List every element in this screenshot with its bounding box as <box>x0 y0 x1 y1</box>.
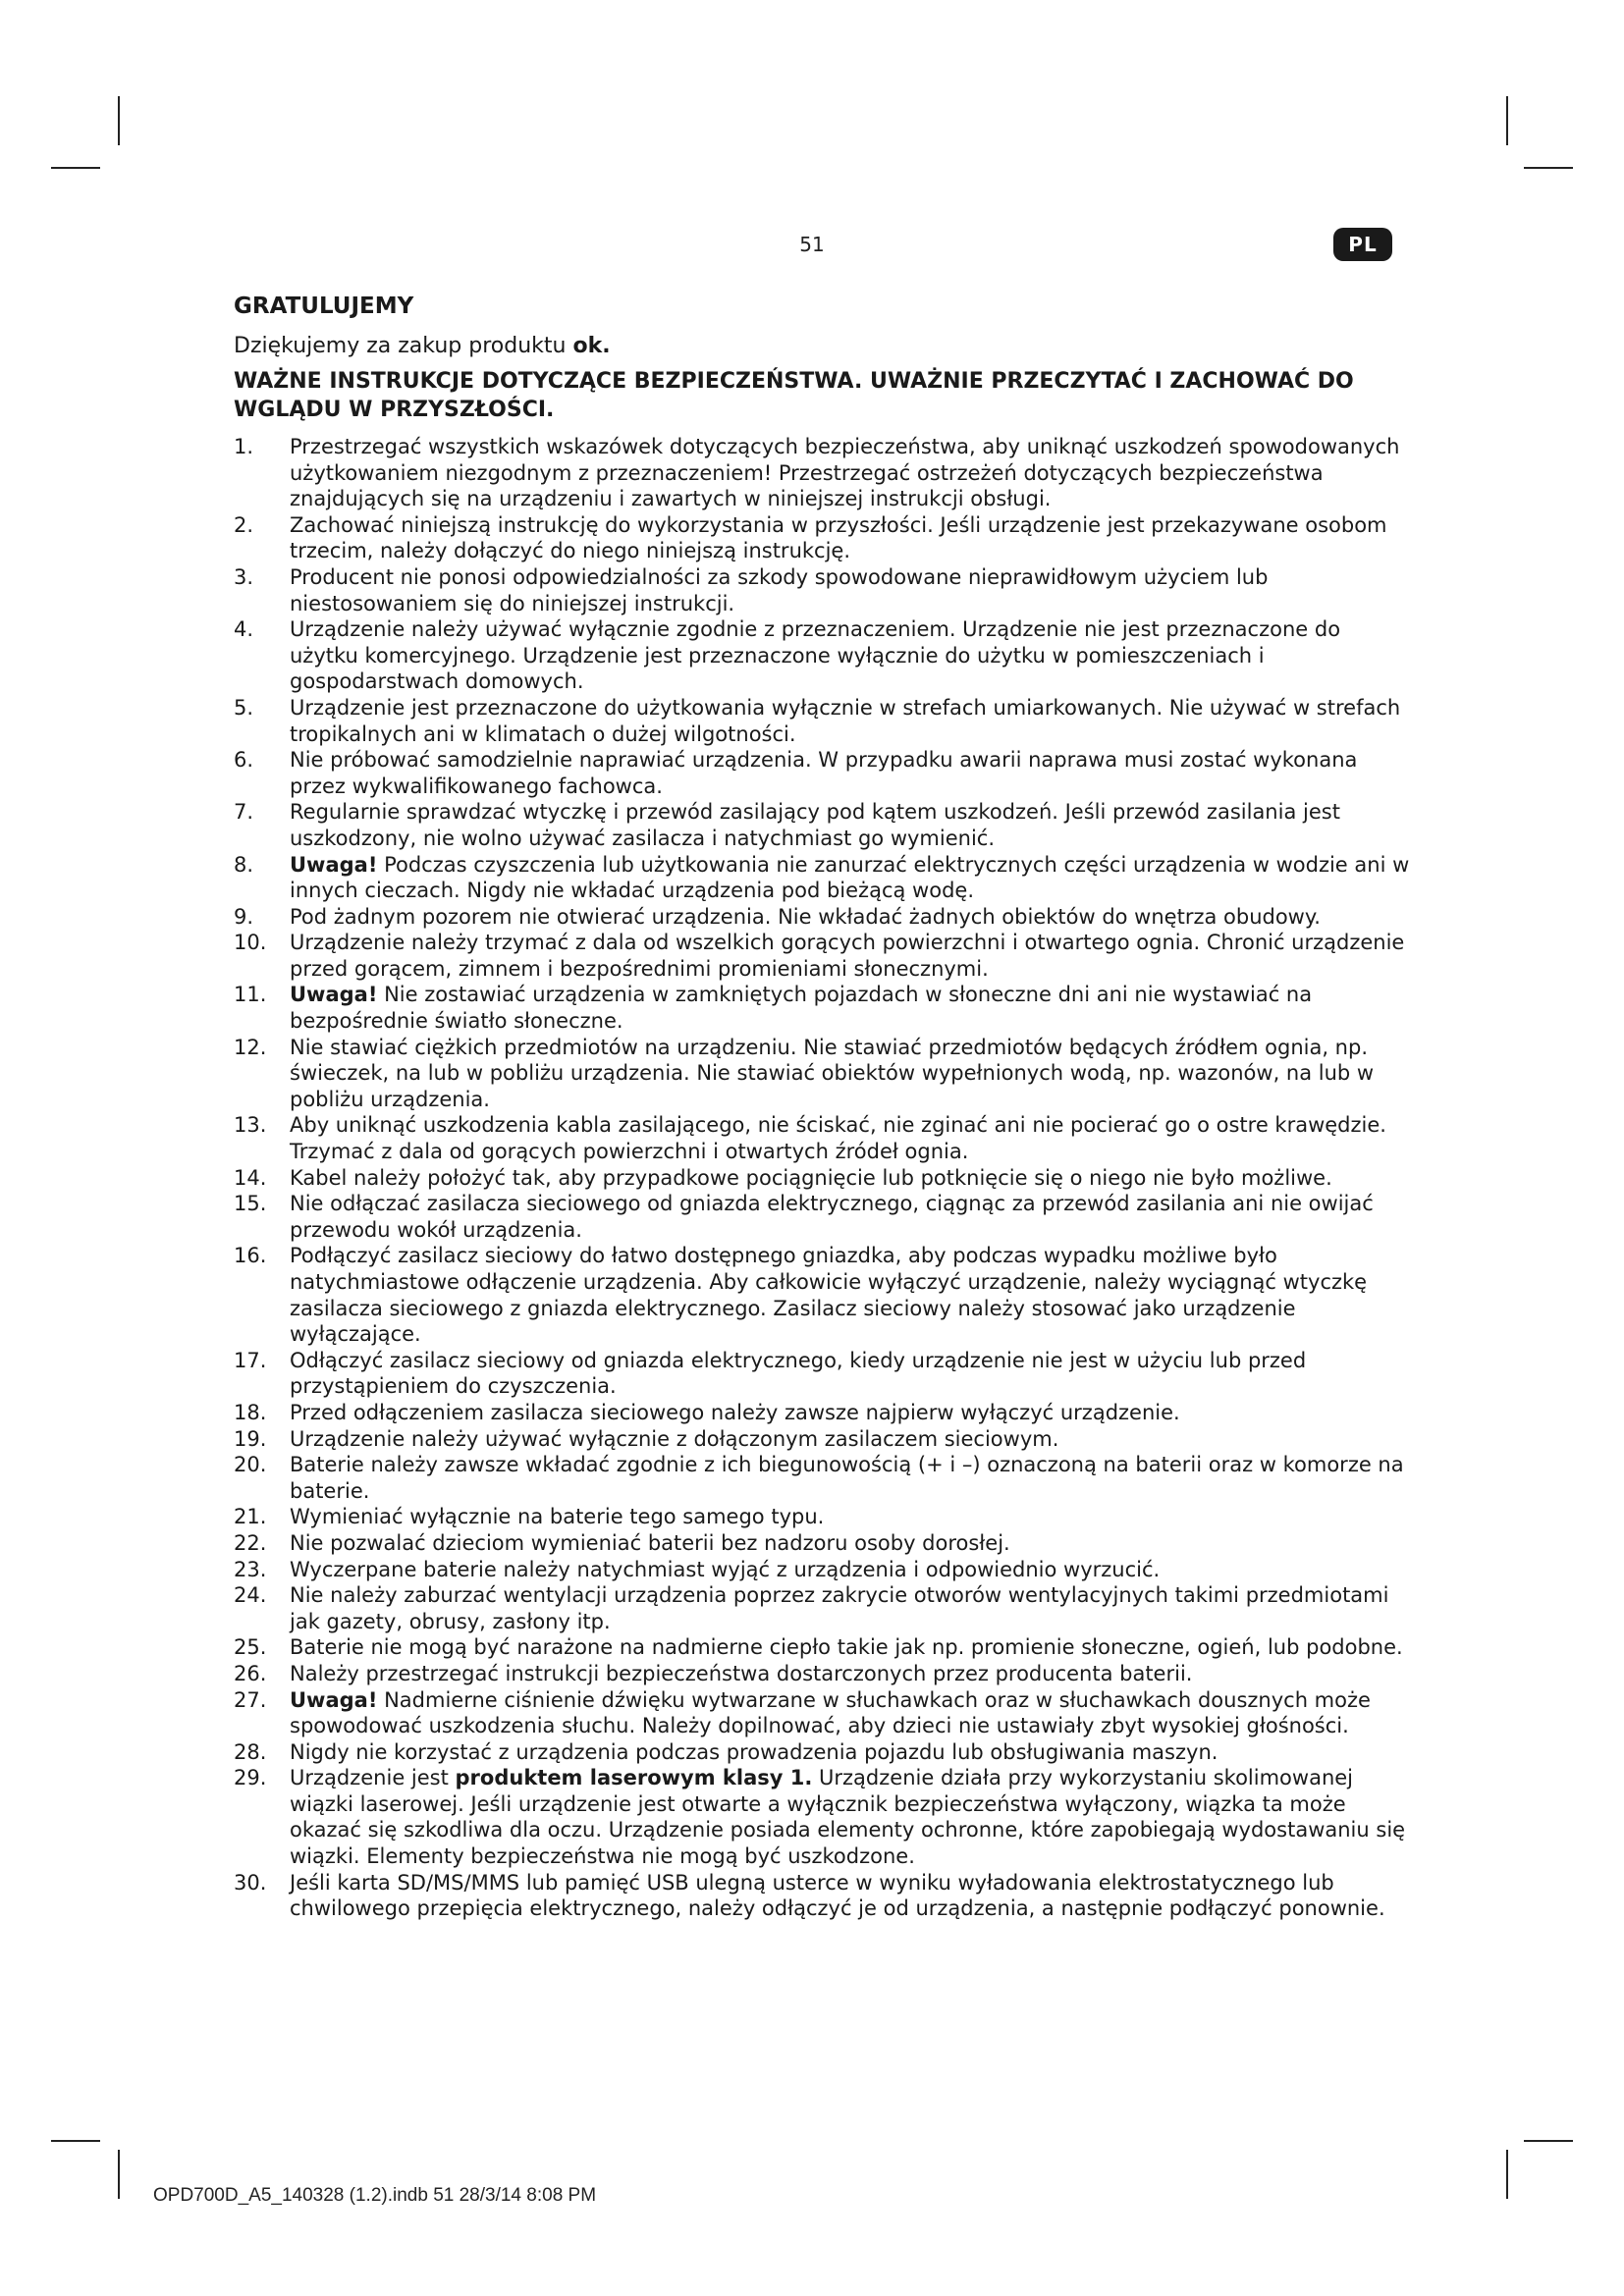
item-text: Odłączyć zasilacz sieciowy od gniazda elektrycznego, kiedy urządzenie nie jest w użyciu lub przed przystąpieniem do czyszczenia. <box>290 1348 1307 1399</box>
item-number: 17. <box>234 1348 267 1372</box>
item-text: Należy przestrzegać instrukcji bezpieczeństwa dostarczonych przez producenta baterii. <box>290 1661 1193 1685</box>
item-number: 27. <box>234 1687 267 1712</box>
safety-item <box>234 1191 1412 1243</box>
safety-item <box>234 1165 1412 1192</box>
item-text: Kabel należy położyć tak, aby przypadkowe pociągnięcie lub potknięcie się o niego nie było możliwe. <box>290 1165 1332 1190</box>
item-number: 1. <box>234 435 254 458</box>
safety-item <box>234 852 1412 904</box>
item-text: Nie zostawiać urządzenia w zamkniętych pojazdach w słoneczne dni ani nie wystawiać na bezpośrednie światło słoneczne. <box>290 983 1313 1034</box>
item-text: Nigdy nie korzystać z urządzenia podczas prowadzenia pojazdu lub obsługiwania maszyn. <box>290 1739 1218 1764</box>
item-number: 5. <box>234 695 254 720</box>
language-badge: PL <box>1333 228 1392 261</box>
safety-item <box>234 930 1412 982</box>
item-text: Aby uniknąć uszkodzenia kabla zasilającego, nie ściskać, nie zginać ani nie pocierać go o ostre krawędzie. Trzymać z dala od gorących powierzchni i otwartych źródeł ognia. <box>290 1113 1386 1164</box>
item-text: Nadmierne ciśnienie dźwięku wytwarzane w słuchawkach oraz w słuchawkach dousznych może spowodować uszkodzenia słuchu. Należy dopilnować, aby dzieci nie ustawiały zbyt wysokiej głośności. <box>290 1687 1371 1738</box>
item-number: 8. <box>234 852 254 877</box>
thanks-line <box>234 332 1412 361</box>
document-body <box>234 291 1412 1922</box>
item-text: Baterie nie mogą być narażone na nadmierne ciepło takie jak np. promienie słoneczne, ogień, lub podobne. <box>290 1635 1403 1660</box>
item-number: 7. <box>234 800 254 825</box>
item-number: 25. <box>234 1635 267 1660</box>
print-footer: OPD700D_A5_140328 (1.2).indb 51 28/3/14 8:08 PM <box>153 2185 597 2206</box>
item-number: 29. <box>234 1766 267 1790</box>
item-number: 4. <box>234 617 254 642</box>
crop-mark-bottom-right-horizontal <box>1524 2140 1573 2142</box>
thanks-brand: ok. <box>572 334 611 358</box>
item-text: Urządzenie działa przy wykorzystaniu skolimowanej wiązki laserowej. Jeśli urządzenie jest otwarte a wyłącznik bezpieczeństwa wyłączony, wiązka ta może okazać się szkodliwa dla oczu. Urządzenie posiada elementy ochronne, które zapobiegają wydostawaniu się wiązki. Elementy bezpieczeństwa nie mogą być uszkodzone. <box>290 1766 1406 1869</box>
page-number: 51 <box>799 233 825 256</box>
item-number: 22. <box>234 1530 267 1555</box>
item-text: Nie odłączać zasilacza sieciowego od gniazda elektrycznego, ciągnąc za przewód zasilania ani nie owijać przewodu wokół urządzenia. <box>290 1192 1374 1242</box>
safety-item <box>234 434 1412 512</box>
safety-item <box>234 1739 1412 1766</box>
item-text: Zachować niniejszą instrukcję do wykorzystania w przyszłości. Jeśli urządzenie jest przekazywane osobom trzecim, należy dołączyć do niego niniejszą instrukcję. <box>290 512 1387 563</box>
item-text: Wyczerpane baterie należy natychmiast wyjąć z urządzenia i odpowiednio wyrzucić. <box>290 1557 1161 1581</box>
crop-mark-bottom-right-vertical <box>1506 2150 1508 2199</box>
item-text: Nie pozwalać dzieciom wymieniać baterii bez nadzoru osoby dorosłej. <box>290 1530 1010 1555</box>
item-number: 18. <box>234 1400 267 1424</box>
safety-item <box>234 1870 1412 1922</box>
item-text: Baterie należy zawsze wkładać zgodnie z ich biegunowością (+ i –) oznaczoną na baterii oraz w komorze na baterie. <box>290 1453 1404 1503</box>
item-text: Podłączyć zasilacz sieciowy do łatwo dostępnego gniazdka, aby podczas wypadku możliwe było natychmiastowe odłączenie urządzenia. Aby całkowicie wyłączyć urządzenie, należy wyciągnąć wtyczkę zasilacza sieciowego z gniazda elektrycznego. Zasilacz sieciowy należy stosować jako urządzenie wyłączające. <box>290 1244 1368 1347</box>
safety-item <box>234 747 1412 799</box>
safety-item <box>234 1634 1412 1661</box>
safety-item <box>234 512 1412 564</box>
item-text: Nie próbować samodzielnie naprawiać urządzenia. W przypadku awarii naprawa musi zostać wykonana przez wykwalifikowanego fachowca. <box>290 748 1358 798</box>
item-number: 16. <box>234 1244 267 1268</box>
item-number: 10. <box>234 931 267 955</box>
safety-item <box>234 1452 1412 1504</box>
crop-mark-top-right-horizontal <box>1524 167 1573 169</box>
item-text-prefix: Urządzenie jest <box>290 1766 456 1790</box>
item-text: Urządzenie należy używać wyłącznie z dołączonym zasilaczem sieciowym. <box>290 1426 1059 1451</box>
item-text: Nie stawiać ciężkich przedmiotów na urządzeniu. Nie stawiać przedmiotów będących źródłem ognia, np. świeczek, na lub w pobliżu urządzenia. Nie stawiać obiektów wypełnionych wodą, np. wazonów, na lub w pobliżu urządzenia. <box>290 1035 1375 1111</box>
item-number: 23. <box>234 1557 267 1581</box>
item-number: 28. <box>234 1739 267 1764</box>
crop-mark-bottom-left-horizontal <box>51 2140 100 2142</box>
item-bold-text: Uwaga! <box>290 1687 378 1712</box>
item-bold-text: produktem laserowym klasy 1. <box>455 1766 813 1790</box>
item-number: 3. <box>234 564 254 589</box>
safety-item <box>234 616 1412 695</box>
safety-item <box>234 1243 1412 1347</box>
thanks-text: Dziękujemy za zakup produktu <box>234 334 573 358</box>
item-number: 20. <box>234 1453 267 1477</box>
safety-item <box>234 1687 1412 1739</box>
item-text: Jeśli karta SD/MS/MMS lub pamięć USB ulegną usterce w wyniku wyładowania elektrostatycznego lub chwilowego przepięcia elektrycznego, należy odłączyć je od urządzenia, a następnie podłączyć ponownie. <box>290 1870 1385 1921</box>
safety-item <box>234 1348 1412 1400</box>
safety-item <box>234 799 1412 851</box>
safety-item <box>234 695 1412 747</box>
section-heading: GRATULUJEMY <box>234 294 414 319</box>
item-text: Podczas czyszczenia lub użytkowania nie zanurzać elektrycznych części urządzenia w wodzie ani w innych cieczach. Nigdy nie wkładać urządzenia pod bieżącą wodę. <box>290 852 1410 903</box>
crop-mark-top-right-vertical <box>1506 96 1508 145</box>
safety-item <box>234 982 1412 1034</box>
item-text: Urządzenie należy używać wyłącznie zgodnie z przeznaczeniem. Urządzenie nie jest przeznaczone do użytku komercyjnego. Urządzenie jest przeznaczone wyłącznie do użytku w pomieszczeniach i gospodarstwach domowych. <box>290 617 1341 694</box>
safety-item <box>234 1504 1412 1530</box>
safety-item <box>234 564 1412 616</box>
item-text: Producent nie ponosi odpowiedzialności za szkody spowodowane nieprawidłowym użyciem lub niestosowaniem się do niniejszej instrukcji. <box>290 564 1269 615</box>
safety-warning-heading: WAŻNE INSTRUKCJE DOTYCZĄCE BEZPIECZEŃSTWA. UWAŻNIE PRZECZYTAĆ I ZACHOWAĆ DO WGLĄDU W PRZYSZŁOŚCI. <box>234 369 1354 422</box>
safety-item <box>234 1765 1412 1869</box>
item-text: Pod żadnym pozorem nie otwierać urządzenia. Nie wkładać żadnych obiektów do wnętrza obudowy. <box>290 904 1321 929</box>
item-text: Przed odłączeniem zasilacza sieciowego należy zawsze najpierw wyłączyć urządzenie. <box>290 1400 1180 1424</box>
item-number: 21. <box>234 1505 267 1529</box>
safety-item <box>234 1582 1412 1634</box>
safety-item <box>234 1661 1412 1687</box>
item-number: 13. <box>234 1113 267 1138</box>
item-number: 11. <box>234 983 267 1007</box>
item-number: 6. <box>234 748 254 773</box>
item-number: 2. <box>234 512 254 537</box>
crop-mark-top-left-horizontal <box>51 167 100 169</box>
item-text: Urządzenie należy trzymać z dala od wszelkich gorących powierzchni i otwartego ognia. Chronić urządzenie przed gorącem, zimnem i bezpośrednimi promieniami słonecznymi. <box>290 931 1405 981</box>
safety-item <box>234 1557 1412 1583</box>
crop-mark-top-left-vertical <box>118 96 120 145</box>
item-number: 14. <box>234 1165 267 1190</box>
safety-item <box>234 904 1412 931</box>
crop-mark-bottom-left-vertical <box>118 2150 120 2199</box>
safety-item <box>234 1426 1412 1453</box>
safety-item <box>234 1035 1412 1113</box>
item-number: 26. <box>234 1661 267 1685</box>
item-text: Nie należy zaburzać wentylacji urządzenia poprzez zakrycie otworów wentylacyjnych takimi przedmiotami jak gazety, obrusy, zasłony itp. <box>290 1583 1389 1633</box>
safety-item <box>234 1112 1412 1164</box>
item-number: 19. <box>234 1426 267 1451</box>
item-number: 30. <box>234 1870 267 1895</box>
item-number: 12. <box>234 1035 267 1059</box>
item-bold-text: Uwaga! <box>290 852 378 877</box>
safety-instructions-list <box>234 434 1412 1922</box>
item-number: 9. <box>234 904 254 929</box>
item-text: Wymieniać wyłącznie na baterie tego samego typu. <box>290 1505 825 1529</box>
safety-item <box>234 1530 1412 1557</box>
safety-item <box>234 1400 1412 1426</box>
item-text: Regularnie sprawdzać wtyczkę i przewód zasilający pod kątem uszkodzeń. Jeśli przewód zasilania jest uszkodzony, nie wolno używać zasilacza i natychmiast go wymienić. <box>290 800 1340 850</box>
item-text: Urządzenie jest przeznaczone do użytkowania wyłącznie w strefach umiarkowanych. Nie używać w strefach tropikalnych ani w klimatach o dużej wilgotności. <box>290 695 1401 746</box>
item-bold-text: Uwaga! <box>290 983 378 1007</box>
item-number: 15. <box>234 1192 267 1216</box>
item-text: Przestrzegać wszystkich wskazówek dotyczących bezpieczeństwa, aby uniknąć uszkodzeń spowodowanych użytkowaniem niezgodnym z przeznaczeniem! Przestrzegać ostrzeżeń dotyczących bezpieczeństwa znajdujących się na urządzeniu i zawartych w niniejszej instrukcji obsługi. <box>290 435 1400 511</box>
item-number: 24. <box>234 1583 267 1608</box>
